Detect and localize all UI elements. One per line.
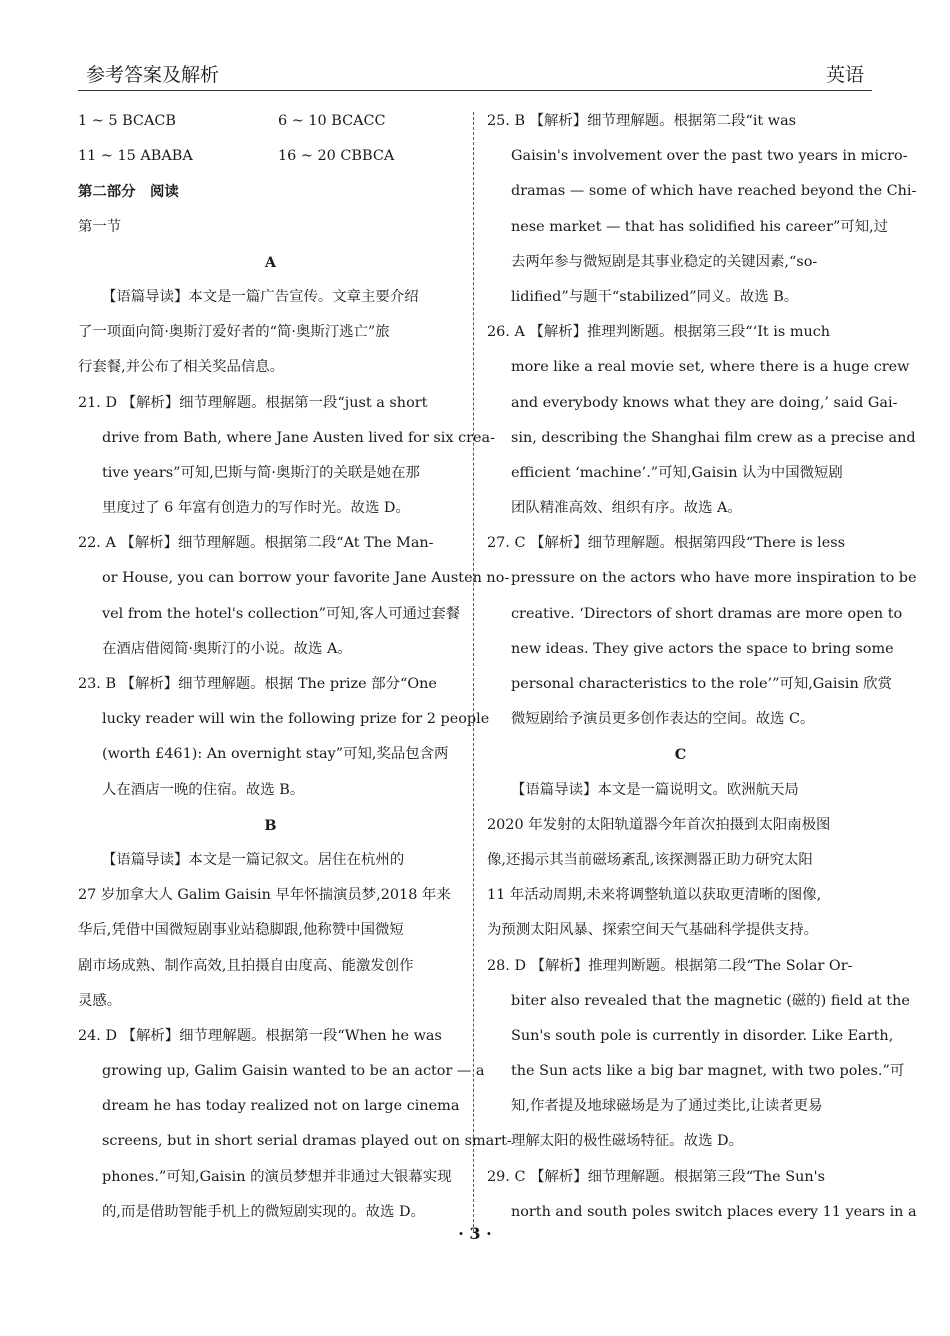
left-column <box>78 104 512 1230</box>
text-line: 了一项面向简·奥斯汀爱好者的“简·奥斯汀逃亡”旅 <box>78 324 390 341</box>
text-line: vel from the hotel's collection”可知,客人可通过套餐 <box>102 605 461 622</box>
text-line: lidified”与题干“stabilized”同义。故选 B。 <box>511 288 799 305</box>
text-line: dramas — some of which have reached beyond the Chi- <box>511 183 917 200</box>
text-line: 剧市场成熟、制作高效,且拍摄自由度高、能激发创作 <box>78 957 414 974</box>
text-line: north and south poles switch places every 11 years in a <box>511 1203 917 1220</box>
answer-row <box>78 139 463 174</box>
text-line: (worth £461): An overnight stay”可知,奖品包含两 <box>102 746 449 763</box>
answer-key: 16 ~ 20 CBBCA <box>278 148 395 165</box>
passage-label: B <box>264 816 277 834</box>
text-line: 像,还揭示其当前磁场紊乱,该探测器正助力研究太阳 <box>487 851 813 868</box>
section-heading: 第二部分 阅读 <box>78 183 179 201</box>
answer-key: 11 ~ 15 ABABA <box>78 148 193 165</box>
text-line: 24. D 【解析】细节理解题。根据第一段“When he was <box>78 1027 442 1044</box>
text-line: 27 岁加拿大人 Galim Gaisin 早年怀揣演员梦,2018 年来 <box>78 887 451 904</box>
text-line: nese market — that has solidified his career”可知,过 <box>511 218 889 235</box>
text-line: phones.”可知,Gaisin 的演员梦想并非通过大银幕实现 <box>102 1168 452 1185</box>
text-line: 25. B 【解析】细节理解题。根据第二段“it was <box>487 113 797 129</box>
text-line: and everybody knows what they are doing,’ said Gai- <box>511 394 898 411</box>
page-number: · 3 · <box>458 1224 492 1243</box>
text-line: 去两年参与微短剧是其事业稳定的关键因素,“so- <box>511 253 818 270</box>
text-line: or House, you can borrow your favorite Jane Austen no- <box>102 570 510 587</box>
text-line: pressure on the actors who have more inspiration to be <box>511 570 917 587</box>
text-line: lucky reader will win the following prize for 2 people <box>102 711 490 728</box>
text-line: 2020 年发射的太阳轨道器今年首次拍摄到太阳南极图 <box>487 816 831 833</box>
right-column <box>487 104 917 1230</box>
text-line: 【语篇导读】本文是一篇记叙文。居住在杭州的 <box>102 851 405 868</box>
text-line: 理解太阳的极性磁场特征。故选 D。 <box>511 1133 743 1150</box>
text-line: growing up, Galim Gaisin wanted to be an actor — a <box>102 1063 485 1080</box>
page-header <box>78 58 872 94</box>
text-line: biter also revealed that the magnetic (磁的) field at the <box>511 992 910 1009</box>
text-line: 在酒店借阅简·奥斯汀的小说。故选 A。 <box>102 640 352 657</box>
text-line: 行套餐,并公布了相关奖品信息。 <box>78 359 285 376</box>
header-subject: 英语 <box>825 64 864 86</box>
text-line: 灵感。 <box>78 992 122 1009</box>
text-line: screens, but in short serial dramas played out on smart- <box>102 1133 512 1150</box>
text-line: creative. ‘Directors of short dramas are more open to <box>511 605 903 622</box>
text-line: 团队精准高效、组织有序。故选 A。 <box>511 500 742 517</box>
text-line: 21. D 【解析】细节理解题。根据第一段“just a short <box>78 394 428 411</box>
answer-key: 1 ~ 5 BCACB <box>78 113 176 129</box>
text-line: 27. C 【解析】细节理解题。根据第四段“There is less <box>487 535 846 552</box>
text-line: sin, describing the Shanghai film crew as a precise and <box>511 429 916 446</box>
text-line: 微短剧给予演员更多创作表达的空间。故选 C。 <box>511 711 815 728</box>
text-line: tive years”可知,巴斯与简·奥斯汀的关联是她在那 <box>102 464 420 481</box>
text-line: 22. A 【解析】细节理解题。根据第二段“At The Man- <box>78 535 434 552</box>
text-line: 知,作者提及地球磁场是为了通过类比,让读者更易 <box>511 1098 823 1115</box>
text-line: 为预测太阳风暴、探索空间天气基础科学提供支持。 <box>487 922 818 939</box>
text-line: 28. D 【解析】推理判断题。根据第二段“The Solar Or- <box>487 957 853 974</box>
text-line: the Sun acts like a big bar magnet, with two poles.”可 <box>511 1063 905 1080</box>
header-title: 参考答案及解析 <box>86 64 220 86</box>
text-line: 23. B 【解析】细节理解题。根据 The prize 部分“One <box>78 676 437 692</box>
text-line: 【语篇导读】本文是一篇广告宣传。文章主要介绍 <box>102 288 419 305</box>
answer-row <box>78 104 463 139</box>
text-line: more like a real movie set, where there is a huge crew <box>511 359 910 376</box>
text-line: dream he has today realized not on large cinema <box>102 1098 460 1115</box>
text-line: 华后,凭借中国微短剧事业站稳脚跟,他称赞中国微短 <box>78 922 404 939</box>
text-line: 的,而是借助智能手机上的微短剧实现的。故选 D。 <box>102 1203 425 1220</box>
text-line: 11 年活动周期,未来将调整轨道以获取更清晰的图像, <box>487 887 822 904</box>
text-line: drive from Bath, where Jane Austen lived for six crea- <box>102 429 495 446</box>
text-line: 里度过了 6 年富有创造力的写作时光。故选 D。 <box>102 500 410 517</box>
passage-label: A <box>264 253 277 271</box>
text-line: 26. A 【解析】推理判断题。根据第三段“‘It is much <box>487 324 831 341</box>
text-line: efficient ‘machine’.”可知,Gaisin 认为中国微短剧 <box>511 464 843 481</box>
text-line: 人在酒店一晚的住宿。故选 B。 <box>102 781 305 798</box>
text-line: Sun's south pole is currently in disorder. Like Earth, <box>511 1027 894 1044</box>
text-line: 29. C 【解析】细节理解题。根据第三段“The Sun's <box>487 1168 825 1185</box>
passage-label: C <box>674 746 687 764</box>
answer-key: 6 ~ 10 BCACC <box>278 113 386 129</box>
header-divider <box>78 90 872 91</box>
text-line: 【语篇导读】本文是一篇说明文。欧洲航天局 <box>511 781 799 798</box>
text-line: new ideas. They give actors the space to bring some <box>511 640 894 657</box>
text-line: Gaisin's involvement over the past two years in micro- <box>511 148 908 165</box>
subsection-heading: 第一节 <box>78 218 122 235</box>
text-line: personal characteristics to the role’”可知,Gaisin 欣赏 <box>511 676 893 692</box>
